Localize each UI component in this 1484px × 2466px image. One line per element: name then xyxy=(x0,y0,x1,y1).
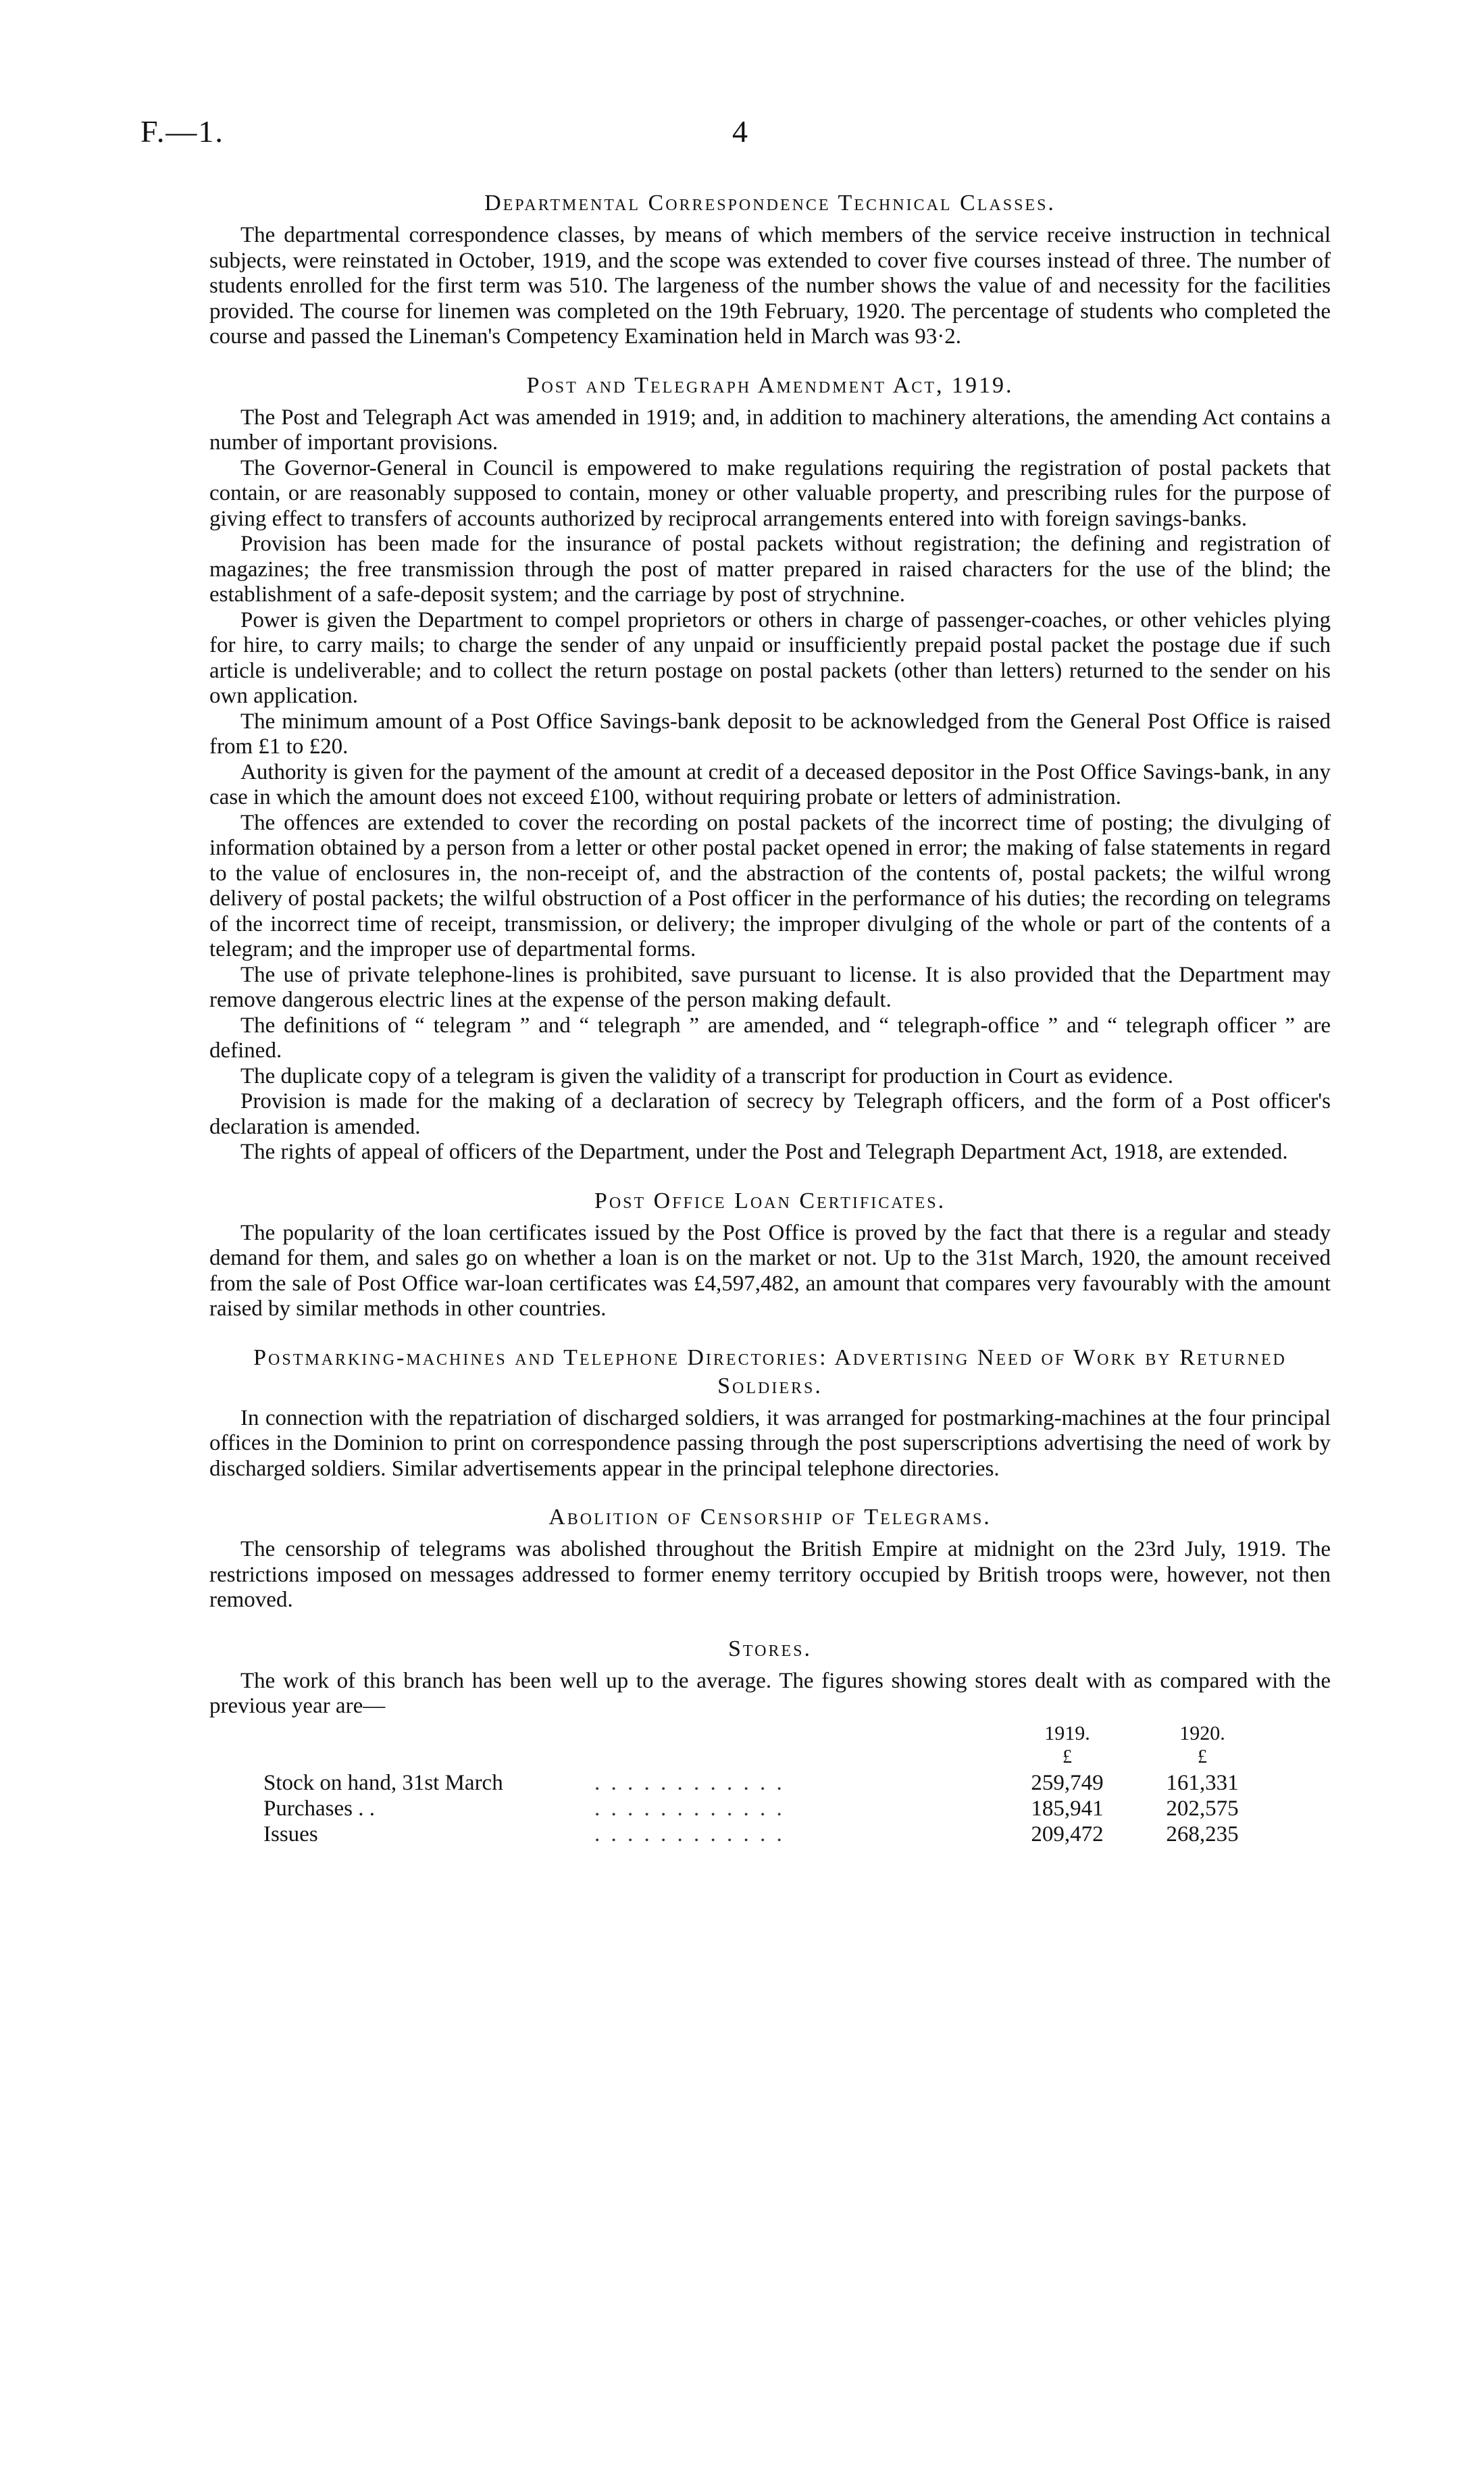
section-stores xyxy=(209,1635,1331,1848)
section-amendment-act xyxy=(209,372,1331,1165)
section-heading: Departmental Correspondence Technical Classes. xyxy=(484,191,1056,216)
paragraph: The offences are extended to cover the recording on postal packets of the incorrect time of posting; the divulging of information obtained by a person from a letter or other postal packet opened in error; the making of false statements in regard to the value of enclosures in, the non-receipt of, and the abstraction of the contents of, postal packets; the wilful wrong delivery of postal packets; the wilful obstruction of a Post officer in the performance of his duties; the recording on telegrams of the incorrect time of receipt, transmission, or delivery; the improper divulging of the whole or part of the contents of a telegram; and the improper use of departmental forms. xyxy=(209,810,1331,961)
leader-dots: . . . . . . . . . . . . xyxy=(594,1796,785,1821)
currency-symbol: £ xyxy=(1063,1746,1072,1767)
section-heading: Post and Telegraph Amendment Act, 1919. xyxy=(526,372,1014,398)
table-row xyxy=(209,1796,1331,1822)
value-1919: 185,941 xyxy=(1031,1796,1104,1821)
section-censorship xyxy=(209,1503,1331,1613)
column-header-1919: 1919. xyxy=(1044,1721,1090,1744)
paragraph: The censorship of telegrams was abolished throughout the British Empire at midnight on the 23rd July, 1919. The restrictions imposed on messages addressed to former enemy territory occupied by British troops were, however, not then removed. xyxy=(209,1537,1331,1612)
section-correspondence-classes xyxy=(209,189,1331,350)
value-1920: 202,575 xyxy=(1166,1796,1239,1821)
leader-dots: . . . . . . . . . . . . xyxy=(594,1770,785,1795)
document-body xyxy=(209,189,1331,1869)
column-header-1920: 1920. xyxy=(1179,1721,1225,1744)
value-1920: 268,235 xyxy=(1166,1821,1239,1846)
paragraph: Provision is made for the making of a declaration of secrecy by Telegraph officers, and the form of a Post officer's declaration is amended. xyxy=(209,1089,1331,1139)
paragraph: The definitions of “ telegram ” and “ telegraph ” are amended, and “ telegraph-office ” and “ telegraph officer ” are defined. xyxy=(209,1013,1331,1063)
document-reference: F.—1. xyxy=(140,114,224,149)
section-postmarking-machines xyxy=(209,1344,1331,1482)
section-heading: Stores. xyxy=(728,1636,812,1661)
value-1919: 259,749 xyxy=(1031,1770,1104,1795)
value-1919: 209,472 xyxy=(1031,1821,1104,1846)
paragraph: In connection with the repatriation of discharged soldiers, it was arranged for postmarking-machines at the four principal offices in the Dominion to print on correspondence passing through the post superscriptions advertising the need of work by discharged soldiers. Similar advertisements appear in the principal telephone directories. xyxy=(209,1405,1331,1481)
paragraph: The popularity of the loan certificates issued by the Post Office is proved by the fact that there is a regular and steady demand for them, and sales go on whether a loan is on the market or not. Up to the 31st March, 1920, the amount received from the sale of Post Office war-loan certificates was £4,597,482, an amount that compares very favourably with the amount raised by similar methods in other countries. xyxy=(209,1220,1331,1321)
paragraph: The use of private telephone-lines is prohibited, save pursuant to license. It is also provided that the Department may remove dangerous electric lines at the expense of the person making default. xyxy=(209,962,1331,1012)
row-label: Issues xyxy=(263,1821,318,1846)
section-heading: Abolition of Censorship of Telegrams. xyxy=(548,1505,992,1530)
section-heading: Post Office Loan Certificates. xyxy=(594,1188,946,1213)
paragraph: The Governor-General in Council is empowered to make regulations requiring the registration of postal packets that contain, or are reasonably supposed to contain, money or other valuable property, and prescribing rules for the purpose of giving effect to transfers of accounts authorized by reciprocal arrangements entered into with foreign savings-banks. xyxy=(209,455,1331,531)
section-heading: Postmarking-machines and Telephone Directories: Advertising Need of Work by Returned Soldiers. xyxy=(253,1344,1287,1399)
table-row xyxy=(209,1771,1331,1796)
paragraph: The rights of appeal of officers of the Department, under the Post and Telegraph Department Act, 1918, are extended. xyxy=(240,1140,1288,1164)
paragraph: The duplicate copy of a telegram is given the validity of a transcript for production in Court as evidence. xyxy=(240,1063,1173,1088)
stores-table-header xyxy=(209,1722,1331,1771)
row-label: Stock on hand, 31st March xyxy=(263,1770,503,1795)
table-row xyxy=(209,1822,1331,1848)
page-number: 4 xyxy=(732,114,748,149)
paragraph: The work of this branch has been well up to the average. The figures showing stores dealt with as compared with the previous year are— xyxy=(209,1668,1331,1718)
section-loan-certificates xyxy=(209,1187,1331,1322)
stores-table xyxy=(209,1722,1331,1848)
paragraph: The minimum amount of a Post Office Savings-bank deposit to be acknowledged from the General Post Office is raised from £1 to £20. xyxy=(209,709,1331,759)
leader-dots: . . . . . . . . . . . . xyxy=(594,1821,785,1846)
paragraph: Authority is given for the payment of the amount at credit of a deceased depositor in the Post Office Savings-bank, in any case in which the amount does not exceed £100, without requiring probate or letters of administration. xyxy=(209,759,1331,809)
row-label: Purchases . . xyxy=(263,1796,375,1821)
value-1920: 161,331 xyxy=(1166,1770,1239,1795)
paragraph: Provision has been made for the insurance of postal packets without registration; the defining and registration of magazines; the free transmission through the post of matter prepared in raised characters for the use of the blind; the establishment of a safe-deposit system; and the carriage by post of strychnine. xyxy=(209,532,1331,607)
paragraph: The departmental correspondence classes, by means of which members of the service receive instruction in technical subjects, were reinstated in October, 1919, and the scope was extended to cover five courses instead of three. The number of students enrolled for the first term was 510. The largeness of the number shows the value of and necessity for the facilities provided. The course for linemen was completed on the 19th February, 1920. The percentage of students who completed the course and passed the Lineman's Competency Examination held in March was 93·2. xyxy=(209,223,1331,349)
currency-symbol: £ xyxy=(1198,1746,1207,1767)
paragraph: The Post and Telegraph Act was amended in 1919; and, in addition to machinery alterations, the amending Act contains a number of important provisions. xyxy=(209,405,1331,455)
paragraph: Power is given the Department to compel proprietors or others in charge of passenger-coaches, or other vehicles plying for hire, to carry mails; to charge the sender of any unpaid or insufficiently prepaid postal packet the postage due if such article is undeliverable; and to collect the return postage on postal packets (other than letters) returned to the sender on his own application. xyxy=(209,607,1331,708)
